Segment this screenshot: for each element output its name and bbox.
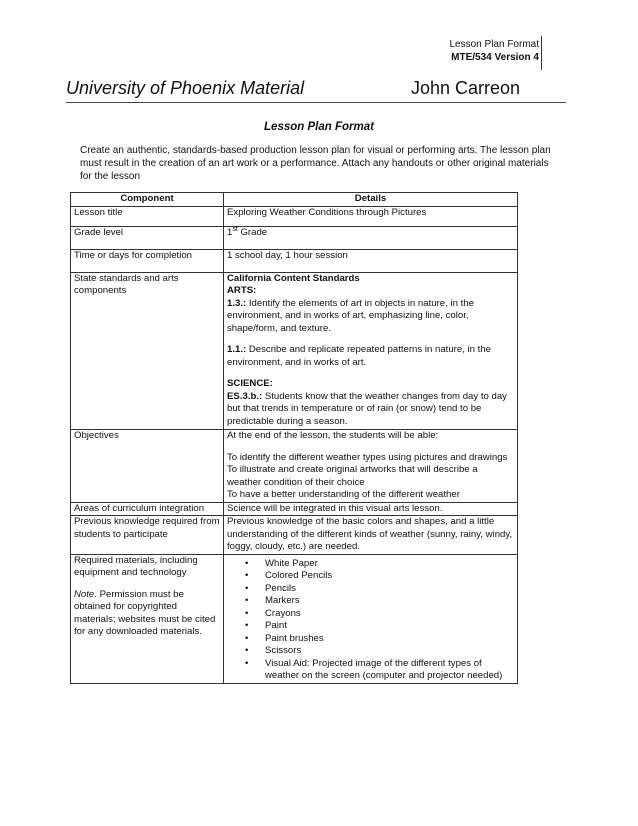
lesson-plan-table bbox=[70, 192, 518, 684]
note-label: Note. bbox=[74, 588, 97, 600]
list-item: • Pencils bbox=[227, 583, 514, 596]
page-title: Lesson Plan Format bbox=[264, 121, 374, 133]
standard-item bbox=[227, 298, 514, 336]
standard-text: Students know that the weather changes from day to day but that trends in temperature or of rain (or snow) tend to be predictable during a season. bbox=[227, 390, 507, 427]
table-row bbox=[71, 502, 518, 516]
row-value: Previous knowledge of the basic colors and shapes, and a little understanding of the different kinds of weather (sunny, rainy, windy, foggy, cloudy, etc.) are needed. bbox=[224, 516, 518, 555]
row-value: Exploring Weather Conditions through Pictures bbox=[224, 206, 518, 226]
standard-item bbox=[227, 344, 514, 369]
col-header-component: Component bbox=[71, 193, 224, 207]
row-label: Lesson title bbox=[71, 206, 224, 226]
table-header-row bbox=[71, 193, 518, 207]
list-item: • Colored Pencils bbox=[227, 570, 514, 583]
list-item: • Visual Aid: Projected image of the different types of weather on the screen (computer and projector needed) bbox=[227, 658, 514, 683]
col-header-details: Details bbox=[224, 193, 518, 207]
list-item: • Crayons bbox=[227, 608, 514, 621]
table-row bbox=[71, 430, 518, 503]
grade-number: 1 bbox=[227, 226, 233, 238]
objective-item: To have a better understanding of the different weather bbox=[227, 489, 460, 500]
row-label: Objectives bbox=[71, 430, 224, 503]
grade-suffix: st bbox=[232, 225, 238, 233]
table-row bbox=[71, 516, 518, 555]
table-row bbox=[71, 554, 518, 683]
row-label: Areas of curriculum integration bbox=[71, 502, 224, 516]
header-rule bbox=[541, 36, 542, 70]
objective-item: To illustrate and create original artworks that will describe a weather condition of their choice bbox=[227, 464, 478, 488]
title-row bbox=[66, 78, 566, 103]
row-label: Time or days for completion bbox=[71, 249, 224, 272]
science-heading: SCIENCE: bbox=[227, 378, 273, 389]
list-item: • Markers bbox=[227, 595, 514, 608]
standard-item bbox=[227, 391, 514, 429]
standard-code: 1.1.: bbox=[227, 344, 247, 355]
row-value bbox=[224, 554, 518, 683]
row-value bbox=[224, 226, 518, 249]
standard-text: Describe and replicate repeated patterns in nature, in the environment, and in works of art. bbox=[227, 344, 491, 368]
note-text bbox=[74, 589, 220, 639]
row-value: 1 school day, 1 hour session bbox=[224, 249, 518, 272]
list-item: • Paint bbox=[227, 620, 514, 633]
table-row bbox=[71, 206, 518, 226]
row-label: Previous knowledge required from students to participate bbox=[71, 516, 224, 555]
university-name: University of Phoenix Material bbox=[66, 78, 305, 98]
note-body: Permission must be obtained for copyrighted materials; websites must be cited for any downloaded materials. bbox=[74, 588, 216, 637]
author-name: John Carreon bbox=[411, 78, 521, 98]
table-row bbox=[71, 226, 518, 249]
table-row bbox=[71, 249, 518, 272]
materials-list bbox=[227, 558, 514, 683]
standard-text: Identify the elements of art in objects in nature, in the environment, and in works of art, emphasizing line, color, shape/form, and texture. bbox=[227, 297, 474, 334]
standards-heading: California Content Standards bbox=[227, 272, 360, 284]
row-value bbox=[224, 430, 518, 503]
objectives-intro: At the end of the lesson, the students will be able: bbox=[227, 430, 439, 441]
list-item: • Scissors bbox=[227, 645, 514, 658]
grade-word: Grade bbox=[237, 226, 268, 238]
intro-text: Create an authentic, standards-based production lesson plan for visual or performing arts. The lesson plan must result in the creation of an art work or a performance. Attach any handouts or other original materials for the lesson bbox=[80, 145, 551, 182]
doc-name: Lesson Plan Format bbox=[449, 39, 539, 50]
table-row bbox=[71, 272, 518, 430]
doc-version: MTE/534 Version 4 bbox=[451, 52, 539, 63]
arts-heading: ARTS: bbox=[227, 285, 257, 296]
row-value: Science will be integrated in this visual arts lesson. bbox=[224, 502, 518, 516]
list-item: • White Paper bbox=[227, 558, 514, 571]
header-meta bbox=[450, 38, 540, 64]
row-value bbox=[224, 272, 518, 430]
standard-code: ES.3.b.: bbox=[227, 390, 263, 402]
objective-item: To identify the different weather types using pictures and drawings bbox=[227, 451, 508, 463]
standard-code: 1.3.: bbox=[227, 297, 247, 309]
row-label: Grade level bbox=[71, 226, 224, 249]
row-label bbox=[71, 554, 224, 683]
list-item: • Paint brushes bbox=[227, 633, 514, 646]
row-label: State standards and arts components bbox=[71, 272, 224, 430]
required-label: Required materials, including equipment and technology bbox=[74, 554, 198, 578]
